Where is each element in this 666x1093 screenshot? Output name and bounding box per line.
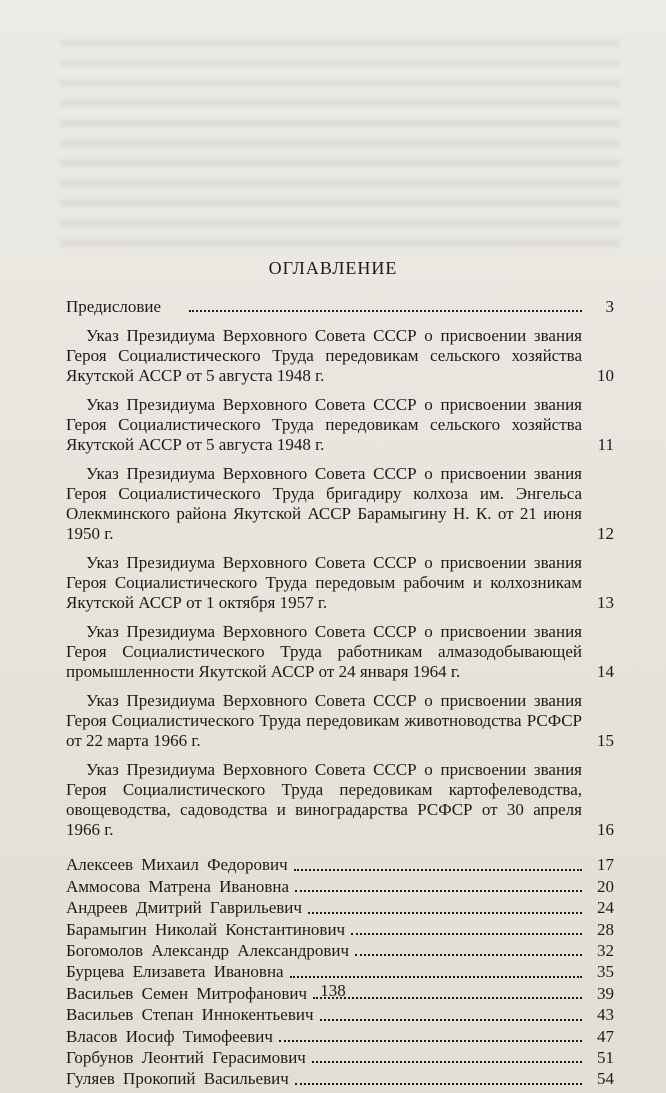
person-name: Горбунов Леонтий Герасимович bbox=[66, 1048, 306, 1068]
dot-leader bbox=[294, 869, 582, 871]
toc-entry-decree[interactable] bbox=[66, 760, 614, 840]
toc-entry-decree[interactable] bbox=[66, 691, 614, 751]
page-number: 138 bbox=[320, 981, 346, 1000]
decree-text: Указ Президиума Верховного Совета СССР о присвоении звания Героя Социалистического Труда передовикам сельского хозяйства Якутской АССР от 5 августа 1948 г. bbox=[66, 395, 582, 455]
toc-entry-decree[interactable] bbox=[66, 326, 614, 386]
decree-text: Указ Президиума Верховного Совета СССР о присвоении звания Героя Социалистического Труда передовым рабочим и колхозникам Якутской АССР от 1 октября 1957 г. bbox=[66, 553, 582, 613]
person-name: Аммосова Матрена Ивановна bbox=[66, 876, 290, 896]
toc-page-number: 35 bbox=[597, 962, 614, 982]
decree-text: Указ Президиума Верховного Совета СССР о присвоении звания Героя Социалистического Труда передовикам сельского хозяйства Якутской АССР от 5 августа 1948 г. bbox=[66, 326, 582, 386]
person-name: Бурцева Елизавета Ивановна bbox=[66, 962, 284, 982]
dot-leader bbox=[189, 310, 582, 312]
toc-page-number: 32 bbox=[597, 941, 614, 961]
page-title: ОГЛАВЛЕНИЕ bbox=[268, 258, 398, 278]
table-of-contents bbox=[66, 296, 614, 1090]
dot-leader bbox=[320, 1019, 582, 1021]
dot-leader bbox=[312, 1061, 582, 1063]
decree-text: Указ Президиума Верховного Совета СССР о присвоении звания Героя Социалистического Труда бригадиру колхоза им. Энгельса Олекминского района Якутской АССР Барамыгину Н. К. от 21 июня 1950 г. bbox=[66, 464, 582, 544]
person-name: Алексеев Михаил Федорович bbox=[66, 855, 288, 875]
person-name: Васильев Степан Иннокентьевич bbox=[66, 1005, 314, 1025]
decree-text: Указ Президиума Верховного Совета СССР о присвоении звания Героя Социалистического Труда передовикам животноводства РСФСР от 22 марта 1966 г. bbox=[66, 691, 582, 751]
toc-entry-decree[interactable] bbox=[66, 464, 614, 544]
person-name: Андреев Дмитрий Гаврильевич bbox=[66, 898, 302, 918]
toc-page-number: 43 bbox=[597, 1005, 614, 1025]
toc-entry-person[interactable] bbox=[66, 1004, 614, 1025]
toc-page-number: 51 bbox=[597, 1048, 614, 1068]
toc-page-number: 47 bbox=[597, 1026, 614, 1046]
toc-entry-preface[interactable] bbox=[66, 296, 614, 317]
toc-entry-person[interactable] bbox=[66, 897, 614, 918]
toc-entry-person[interactable] bbox=[66, 940, 614, 961]
dot-leader bbox=[308, 912, 582, 914]
toc-entry-person[interactable] bbox=[66, 919, 614, 940]
show-through-text bbox=[60, 40, 620, 250]
toc-entry-decree[interactable] bbox=[66, 622, 614, 682]
toc-page-number: 39 bbox=[597, 983, 614, 1003]
toc-page-number: 24 bbox=[597, 898, 614, 918]
toc-page-number: 14 bbox=[597, 662, 614, 682]
toc-entry-person[interactable] bbox=[66, 961, 614, 982]
toc-entry-decree[interactable] bbox=[66, 553, 614, 613]
toc-entry-person[interactable] bbox=[66, 1047, 614, 1068]
toc-page-number: 15 bbox=[597, 731, 614, 751]
toc-entry-person[interactable] bbox=[66, 1068, 614, 1089]
dot-leader bbox=[295, 890, 582, 892]
toc-page-number: 16 bbox=[597, 820, 614, 840]
hero-name-list bbox=[66, 854, 614, 1089]
decree-text: Указ Президиума Верховного Совета СССР о присвоении звания Героя Социалистического Труда работникам алмазодобывающей промышленности Якутской АССР от 24 января 1964 г. bbox=[66, 622, 582, 682]
toc-page-number: 20 bbox=[597, 876, 614, 896]
toc-page-number: 11 bbox=[597, 435, 614, 455]
person-name: Васильев Семен Митрофанович bbox=[66, 983, 308, 1003]
toc-page-number: 28 bbox=[597, 919, 614, 939]
dot-leader bbox=[351, 933, 582, 935]
toc-entry-person[interactable] bbox=[66, 1026, 614, 1047]
dot-leader bbox=[355, 954, 582, 956]
decree-text: Указ Президиума Верховного Совета СССР о присвоении звания Героя Социалистического Труда передовикам картофелеводства, овощеводства, садоводства и виноградарства РСФСР от 30 апреля 1966 г. bbox=[66, 760, 582, 840]
toc-page-number: 54 bbox=[597, 1069, 614, 1089]
dot-leader bbox=[295, 1083, 582, 1085]
dot-leader bbox=[290, 976, 582, 978]
toc-entry-person[interactable] bbox=[66, 876, 614, 897]
toc-page-number: 13 bbox=[597, 593, 614, 613]
toc-page-number: 10 bbox=[597, 366, 614, 386]
toc-entry-decree[interactable] bbox=[66, 395, 614, 455]
toc-page-number: 12 bbox=[597, 524, 614, 544]
toc-page-number: 3 bbox=[605, 297, 614, 316]
person-name: Барамыгин Николай Константинович bbox=[66, 919, 346, 939]
toc-page-number: 17 bbox=[597, 855, 614, 875]
person-name: Богомолов Александр Александрович bbox=[66, 941, 350, 961]
person-name: Власов Иосиф Тимофеевич bbox=[66, 1026, 273, 1046]
toc-entry-label: Предисловие bbox=[66, 297, 162, 316]
dot-leader bbox=[279, 1040, 582, 1042]
toc-entry-person[interactable] bbox=[66, 854, 614, 875]
person-name: Гуляев Прокопий Васильевич bbox=[66, 1069, 289, 1089]
